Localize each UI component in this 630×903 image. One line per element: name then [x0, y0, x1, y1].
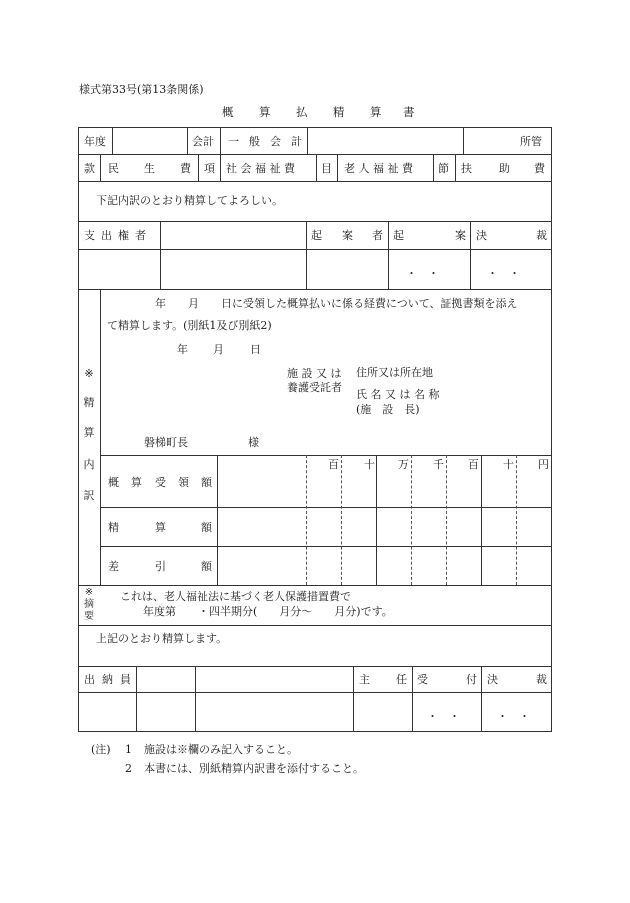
kaikei-char: 般 [249, 135, 260, 148]
kian-sha-char: 者 [372, 229, 383, 242]
kian-char: 起 [393, 229, 404, 242]
moku-value: 老 人 福 祉 費 [344, 162, 413, 175]
kessai-char-2: 裁 [536, 673, 547, 686]
shishutsu-char: 出 [101, 229, 112, 242]
uketsuke-char: 付 [466, 673, 477, 686]
kan-char: 生 [144, 162, 155, 175]
note-text: 施設は※欄のみ記入すること。 [144, 743, 298, 756]
suitouin-char: 出 [84, 673, 95, 686]
sahiki-label-char: 引 [155, 560, 166, 573]
unit-label: 百 [468, 458, 479, 471]
uketsuke-char: 受 [417, 673, 428, 686]
shunin-char: 主 [359, 673, 370, 686]
tekiyo-side-char: 摘 [84, 599, 94, 610]
note-num: 1 [125, 743, 132, 756]
name-label: 氏 名 又 は 名 称 [356, 388, 440, 401]
seisan-side-char: 内 [83, 458, 95, 471]
tekiyo-side-char: ※ [84, 587, 94, 598]
addressee: 磐梯町長 [144, 436, 188, 449]
sama: 様 [248, 436, 259, 449]
moku-label: 目 [321, 162, 332, 175]
kian-sha-char: 案 [342, 229, 353, 242]
gaisan-label-char: 額 [201, 476, 212, 489]
shokan-input[interactable] [466, 130, 520, 152]
unit-label: 千 [433, 458, 444, 471]
body-line2: て精算します。(別紙1及び別紙2) [107, 319, 272, 332]
kaikei-char: 一 [228, 135, 239, 148]
closing-text: 上記のとおり精算します。 [96, 632, 228, 645]
notes-label: (注) [91, 743, 111, 756]
body-line1: 年 月 日に受領した概算払いに係る経費について、証拠書類を添え [155, 297, 518, 310]
unit-label: 十 [503, 458, 514, 471]
shisetsu-label-2: 養護受託者 [287, 381, 342, 394]
kessai-char-2: 決 [487, 673, 498, 686]
kaikei-label: 会計 [192, 135, 214, 148]
title-char: 書 [403, 105, 415, 119]
kou-value: 社 会 福 祉 費 [226, 162, 295, 175]
seisan-label-char: 精 [108, 521, 119, 534]
nendo-label: 年度 [84, 135, 106, 148]
gaisan-label-char: 算 [131, 476, 142, 489]
title-char: 算 [370, 105, 382, 119]
title-char: 算 [259, 105, 271, 119]
seisan-label-char: 算 [155, 521, 166, 534]
note-num: 2 [125, 762, 132, 775]
kessai-date: ・ ・ [487, 267, 520, 280]
seisan-side-char: 算 [83, 426, 95, 439]
seisan-side-char: 訳 [83, 489, 95, 502]
setsu-char: 費 [534, 162, 545, 175]
sahiki-label-char: 額 [201, 560, 212, 573]
shishutsu-char: 権 [118, 229, 129, 242]
shisetsu-cho-label: (施 設 長) [356, 403, 420, 416]
kessai-date-2: ・ ・ [497, 710, 530, 723]
suitouin-char: 員 [120, 673, 131, 686]
intro-text: 下記内訳のとおり精算してよろしい。 [96, 194, 283, 207]
kaikei-char: 会 [270, 135, 281, 148]
uketsuke-date: ・ ・ [427, 710, 460, 723]
tekiyo-line1: これは、老人福祉法に基づく老人保護措置費で [120, 590, 351, 603]
date-day: 日 [250, 343, 261, 356]
kan-char: 民 [108, 162, 119, 175]
kaikei-char: 計 [291, 135, 302, 148]
setsu-char: 助 [499, 162, 510, 175]
kian-date: ・ ・ [406, 267, 439, 280]
seisan-side-char: 精 [83, 396, 95, 409]
shokan-label: 所管 [520, 135, 542, 148]
shisetsu-label-1: 施 設 又 は [287, 367, 342, 380]
shishutsu-char: 支 [84, 229, 95, 242]
setsu-char: 扶 [461, 162, 472, 175]
shishutsu-char: 者 [135, 229, 146, 242]
title-char: 概 [222, 105, 234, 119]
unit-label: 万 [398, 458, 409, 471]
form-number: 様式第33号(第13条関係) [79, 83, 204, 96]
tekiyo-line2: 年度第 ・四半期分( 月分〜 月分)です。 [143, 605, 393, 618]
date-month: 月 [213, 343, 224, 356]
nendo-input[interactable] [114, 130, 188, 152]
kian-char: 案 [455, 229, 466, 242]
address-label: 住所又は所在地 [356, 366, 433, 379]
title-char: 精 [333, 105, 345, 119]
kan-char: 費 [180, 162, 191, 175]
unit-label: 十 [364, 458, 375, 471]
setsu-label: 節 [438, 162, 449, 175]
title-char: 払 [296, 105, 308, 119]
kou-label: 項 [204, 162, 215, 175]
suitouin-char: 納 [102, 673, 113, 686]
kessai-char: 裁 [536, 229, 547, 242]
unit-label: 円 [538, 458, 549, 471]
sahiki-label-char: 差 [108, 560, 119, 573]
tekiyo-side-char: 要 [84, 611, 94, 622]
gaisan-label-char: 領 [178, 476, 189, 489]
note-text: 本書には、別紙精算内訳書を添付すること。 [144, 762, 364, 775]
shunin-char: 任 [396, 673, 407, 686]
kan-label: 款 [84, 162, 95, 175]
unit-label: 百 [328, 458, 339, 471]
gaisan-label-char: 受 [155, 476, 166, 489]
gaisan-label-char: 概 [108, 476, 119, 489]
kessai-char: 決 [476, 229, 487, 242]
seisan-side-char: ※ [84, 367, 94, 380]
seisan-label-char: 額 [201, 521, 212, 534]
date-year: 年 [177, 343, 188, 356]
kian-sha-char: 起 [311, 229, 322, 242]
